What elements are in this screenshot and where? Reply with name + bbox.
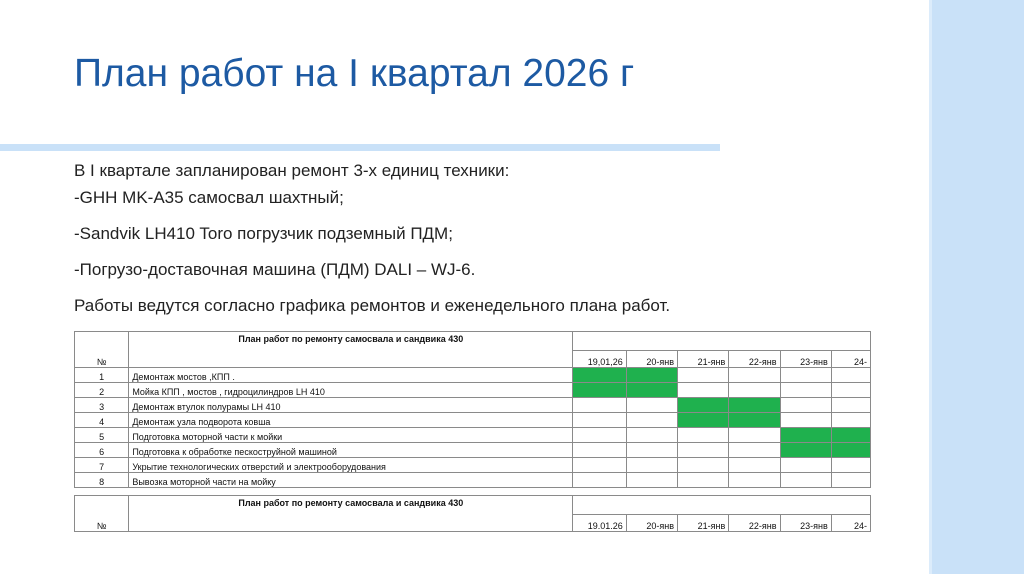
schedule-cell [780, 473, 831, 488]
schedule-cell [831, 398, 870, 413]
row-number: 4 [75, 413, 129, 428]
row-task: Вывозка моторной части на мойку [129, 473, 573, 488]
schedule-cell [831, 413, 870, 428]
schedule-cell [678, 473, 729, 488]
body-line-dali: -Погрузо-доставочная машина (ПДМ) DALI – WJ-6. [74, 260, 476, 280]
spacer-cell [573, 488, 626, 496]
date-cell-repeat: 23-янв [780, 515, 831, 532]
schedule-cell [573, 428, 626, 443]
schedule-cell [573, 458, 626, 473]
spacer-cell [678, 488, 729, 496]
row-task: Мойка КПП , мостов , гидроцилиндров LH 410 [129, 383, 573, 398]
header-no: № [75, 332, 129, 368]
schedule-table [74, 331, 871, 532]
schedule-cell [831, 443, 870, 458]
schedule-header-row [75, 332, 871, 351]
schedule-cell [729, 398, 780, 413]
schedule-cell [780, 428, 831, 443]
schedule-cell [729, 443, 780, 458]
schedule-cell [780, 443, 831, 458]
date-cell-repeat: 21-янв [678, 515, 729, 532]
table-row [75, 398, 871, 413]
header-title-repeat: План работ по ремонту самосвала и сандвика 430 [129, 496, 573, 532]
table-row [75, 368, 871, 383]
schedule-cell [729, 458, 780, 473]
schedule-cell [626, 383, 677, 398]
schedule-cell [678, 443, 729, 458]
row-number: 2 [75, 383, 129, 398]
row-number: 5 [75, 428, 129, 443]
date-cell: 21-янв [678, 351, 729, 368]
table-row [75, 443, 871, 458]
schedule-cell [831, 368, 870, 383]
schedule-cell [626, 428, 677, 443]
schedule-cell [729, 383, 780, 398]
date-cell: 19,01,26 [573, 351, 626, 368]
spacer-cell [729, 488, 780, 496]
schedule-cell [678, 428, 729, 443]
slide-title: План работ на I квартал 2026 г [74, 52, 635, 95]
row-number: 7 [75, 458, 129, 473]
table-row [75, 383, 871, 398]
header-blank [573, 332, 871, 351]
table-row [75, 413, 871, 428]
schedule-cell [729, 428, 780, 443]
date-cell-repeat: 20-янв [626, 515, 677, 532]
schedule-cell [573, 368, 626, 383]
schedule-cell [573, 413, 626, 428]
schedule-cell [780, 413, 831, 428]
body-line-sandvik: -Sandvik LH410 Toro погрузчик подземный ПДМ; [74, 224, 453, 244]
schedule-cell [780, 383, 831, 398]
row-number: 3 [75, 398, 129, 413]
spacer-cell [626, 488, 677, 496]
schedule-cell [678, 383, 729, 398]
schedule-cell [780, 398, 831, 413]
date-cell: 22-янв [729, 351, 780, 368]
schedule-cell [831, 473, 870, 488]
schedule-cell [729, 473, 780, 488]
schedule-cell [831, 428, 870, 443]
schedule-cell [729, 413, 780, 428]
date-cell-repeat: 22-янв [729, 515, 780, 532]
schedule-cell [678, 413, 729, 428]
schedule-cell [573, 473, 626, 488]
row-task: Демонтаж втулок полурамы LH 410 [129, 398, 573, 413]
table-row [75, 428, 871, 443]
schedule-table-image [74, 331, 871, 531]
body-line-schedule-note: Работы ведутся согласно графика ремонтов и еженедельного плана работ. [74, 296, 671, 316]
schedule-cell [626, 368, 677, 383]
table-row [75, 458, 871, 473]
schedule-cell [626, 458, 677, 473]
schedule-header-row-repeat [75, 496, 871, 515]
schedule-cell [678, 458, 729, 473]
schedule-table-body [75, 332, 871, 532]
schedule-cell [678, 398, 729, 413]
date-cell: 24- [831, 351, 870, 368]
table-spacer-row [75, 488, 871, 496]
schedule-cell [780, 368, 831, 383]
spacer-cell [780, 488, 831, 496]
row-task: Демонтаж мостов ,КПП . [129, 368, 573, 383]
schedule-cell [780, 458, 831, 473]
schedule-cell [729, 368, 780, 383]
schedule-cell [626, 398, 677, 413]
row-task: Укрытие технологических отверстий и электрооборудования [129, 458, 573, 473]
schedule-cell [831, 458, 870, 473]
date-cell: 20-янв [626, 351, 677, 368]
schedule-cell [573, 383, 626, 398]
schedule-cell [626, 473, 677, 488]
row-task: Подготовка моторной части к мойки [129, 428, 573, 443]
spacer-cell [129, 488, 573, 496]
schedule-cell [626, 413, 677, 428]
body-line-intro: В I квартале запланирован ремонт 3-х единиц техники: [74, 161, 510, 180]
row-number: 1 [75, 368, 129, 383]
header-blank-repeat [573, 496, 871, 515]
schedule-cell [831, 383, 870, 398]
date-cell-repeat: 19.01.26 [573, 515, 626, 532]
slide-body [74, 160, 914, 317]
date-cell: 23-янв [780, 351, 831, 368]
row-number: 8 [75, 473, 129, 488]
schedule-cell [573, 443, 626, 458]
row-task: Подготовка к обработке пескоструйной машиной [129, 443, 573, 458]
row-number: 6 [75, 443, 129, 458]
right-decor-band [929, 0, 1024, 574]
table-row [75, 473, 871, 488]
schedule-cell [626, 443, 677, 458]
title-underline [0, 144, 720, 151]
schedule-cell [573, 398, 626, 413]
spacer-cell [75, 488, 129, 496]
schedule-cell [678, 368, 729, 383]
header-title: План работ по ремонту самосвала и сандвика 430 [129, 332, 573, 368]
header-no-repeat: № [75, 496, 129, 532]
body-line-ghh: -GHH MK-A35 самосвал шахтный; [74, 188, 344, 208]
row-task: Демонтаж узла подворота ковша [129, 413, 573, 428]
date-cell-repeat: 24- [831, 515, 870, 532]
spacer-cell [831, 488, 870, 496]
